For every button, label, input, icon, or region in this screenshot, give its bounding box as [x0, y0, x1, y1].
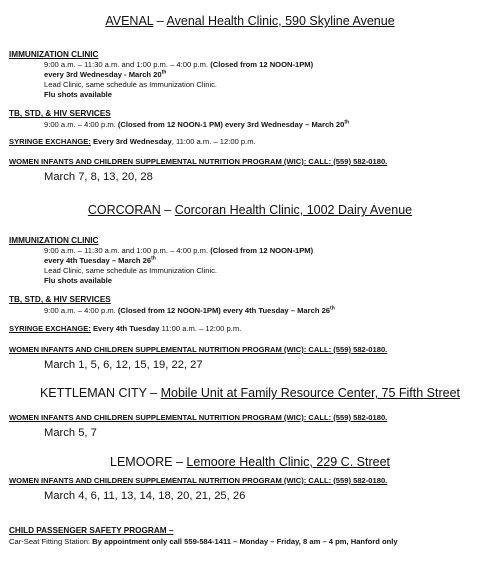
lemoore-wic-dates: March 4, 6, 11, 13, 14, 18, 20, 21, 25, 26	[44, 490, 246, 502]
lemoore-clinic: Lemoore Health Clinic, 229 C. Street	[186, 455, 390, 469]
corcoran-wic-line: WOMEN INFANTS AND CHILDREN SUPPLEMENTAL NUTRITION PROGRAM (WIC): CALL: (559) 582-0180.	[9, 345, 388, 354]
avenal-imm-day-text: every 3rd Wednesday - March 20	[44, 70, 162, 79]
avenal-immunization-label: IMMUNIZATION CLINIC	[9, 50, 99, 59]
corcoran-lead-clinic: Lead Clinic, same schedule as Immunization Clinic.	[44, 266, 218, 275]
lemoore-town: LEMOORE	[110, 455, 173, 469]
avenal-syringe-label: SYRINGE EXCHANGE:	[9, 137, 91, 146]
corcoran-immunization-day	[44, 256, 156, 266]
avenal-syringe-hours: , 11:00 a.m. – 12:00 p.m.	[171, 137, 256, 146]
kettleman-wic-dates: March 5, 7	[44, 427, 97, 439]
avenal-tb-label: TB, STD, & HIV SERVICES	[9, 109, 111, 118]
kettleman-heading: KETTLEMAN CITY – Mobile Unit at Family Resource Center, 75 Fifth Street	[39, 386, 461, 400]
lemoore-heading: LEMOORE – Lemoore Health Clinic, 229 C. Street	[110, 455, 390, 469]
kettleman-clinic: Mobile Unit at Family Resource Center, 75 Fifth Street	[160, 386, 461, 400]
avenal-tb-sup: th	[344, 119, 350, 126]
child-safety-label: CHILD PASSENGER SAFETY PROGRAM –	[9, 526, 174, 535]
kettleman-town: KETTLEMAN CITY	[39, 386, 147, 400]
corcoran-wic-dates: March 1, 5, 6, 12, 15, 19, 22, 27	[44, 359, 203, 371]
avenal-imm-hours-text: 9:00 a.m. – 11:30 a.m. and 1:00 p.m. – 4:00 p.m.	[44, 60, 209, 69]
corcoran-syringe-day: Every 4th Tuesday	[92, 324, 160, 333]
avenal-imm-day-sup: th	[161, 69, 167, 76]
corcoran-tb-closed: (Closed from 12 NOON-1PM) every 4th Tuesday – March 26	[117, 306, 331, 315]
avenal-tb-hours	[44, 120, 349, 130]
avenal-immunization-hours	[44, 60, 313, 70]
corcoran-syringe-exchange	[9, 324, 241, 334]
kettleman-wic-line: WOMEN INFANTS AND CHILDREN SUPPLEMENTAL NUTRITION PROGRAM (WIC): CALL: (559) 582-0180.	[9, 413, 388, 422]
corcoran-tb-hours-text: 9:00 a.m. – 4:00 p.m.	[44, 306, 116, 315]
corcoran-imm-day-sup: th	[151, 255, 156, 262]
avenal-syringe-day: Every 3rd Wednesday	[92, 137, 172, 146]
corcoran-immunization-label: IMMUNIZATION CLINIC	[9, 236, 99, 245]
corcoran-clinic: Corcoran Health Clinic, 1002 Dairy Avenue	[174, 203, 413, 217]
lemoore-wic-line: WOMEN INFANTS AND CHILDREN SUPPLEMENTAL NUTRITION PROGRAM (WIC): CALL: (559) 582-0180.	[9, 476, 388, 485]
avenal-town: AVENAL	[105, 14, 154, 28]
avenal-lead-clinic: Lead Clinic, same schedule as Immunization Clinic.	[44, 80, 218, 89]
corcoran-heading: CORCORAN – Corcoran Health Clinic, 1002 Dairy Avenue	[87, 203, 413, 217]
avenal-clinic: Avenal Health Clinic, 590 Skyline Avenue	[166, 14, 395, 28]
avenal-heading: AVENAL – Avenal Health Clinic, 590 Skyline Avenue	[105, 14, 395, 28]
corcoran-tb-label: TB, STD, & HIV SERVICES	[9, 295, 111, 304]
corcoran-imm-closed: (Closed from 12 NOON-1PM)	[210, 246, 314, 255]
child-safety-station: Car-Seat Fitting Station:	[9, 537, 93, 546]
avenal-imm-closed: (Closed from 12 NOON-1PM)	[210, 60, 314, 69]
child-safety-details	[9, 537, 398, 547]
corcoran-tb-sup: th	[330, 305, 335, 312]
corcoran-imm-day-text: every 4th Tuesday – March 26	[44, 256, 152, 265]
child-safety-appointment: By appointment only call 559-584-1411 – Monday – Friday, 8 am – 4 pm, Hanford only	[92, 537, 398, 546]
corcoran-syringe-label: SYRINGE EXCHANGE:	[9, 324, 91, 333]
corcoran-town: CORCORAN	[87, 203, 161, 217]
corcoran-tb-hours	[44, 306, 335, 316]
corcoran-flu-shots: Flu shots available	[44, 276, 112, 285]
avenal-syringe-exchange	[9, 137, 256, 147]
corcoran-syringe-hours: 11:00 a.m. – 12:00 p.m.	[159, 324, 242, 333]
avenal-tb-closed: (Closed from 12 NOON-1 PM) every 3rd Wednesday – March 20	[117, 120, 345, 129]
avenal-flu-shots: Flu shots available	[44, 90, 112, 99]
avenal-immunization-day	[44, 70, 166, 80]
corcoran-immunization-hours	[44, 246, 313, 256]
avenal-tb-hours-text: 9:00 a.m. – 4:00 p.m.	[44, 120, 116, 129]
corcoran-imm-hours-text: 9:00 a.m. – 11:30 a.m. and 1:00 p.m. – 4:00 p.m.	[44, 246, 209, 255]
avenal-wic-dates: March 7, 8, 13, 20, 28	[44, 171, 153, 183]
avenal-wic-line: WOMEN INFANTS AND CHILDREN SUPPLEMENTAL NUTRITION PROGRAM (WIC): CALL: (559) 582-0180.	[9, 157, 388, 166]
